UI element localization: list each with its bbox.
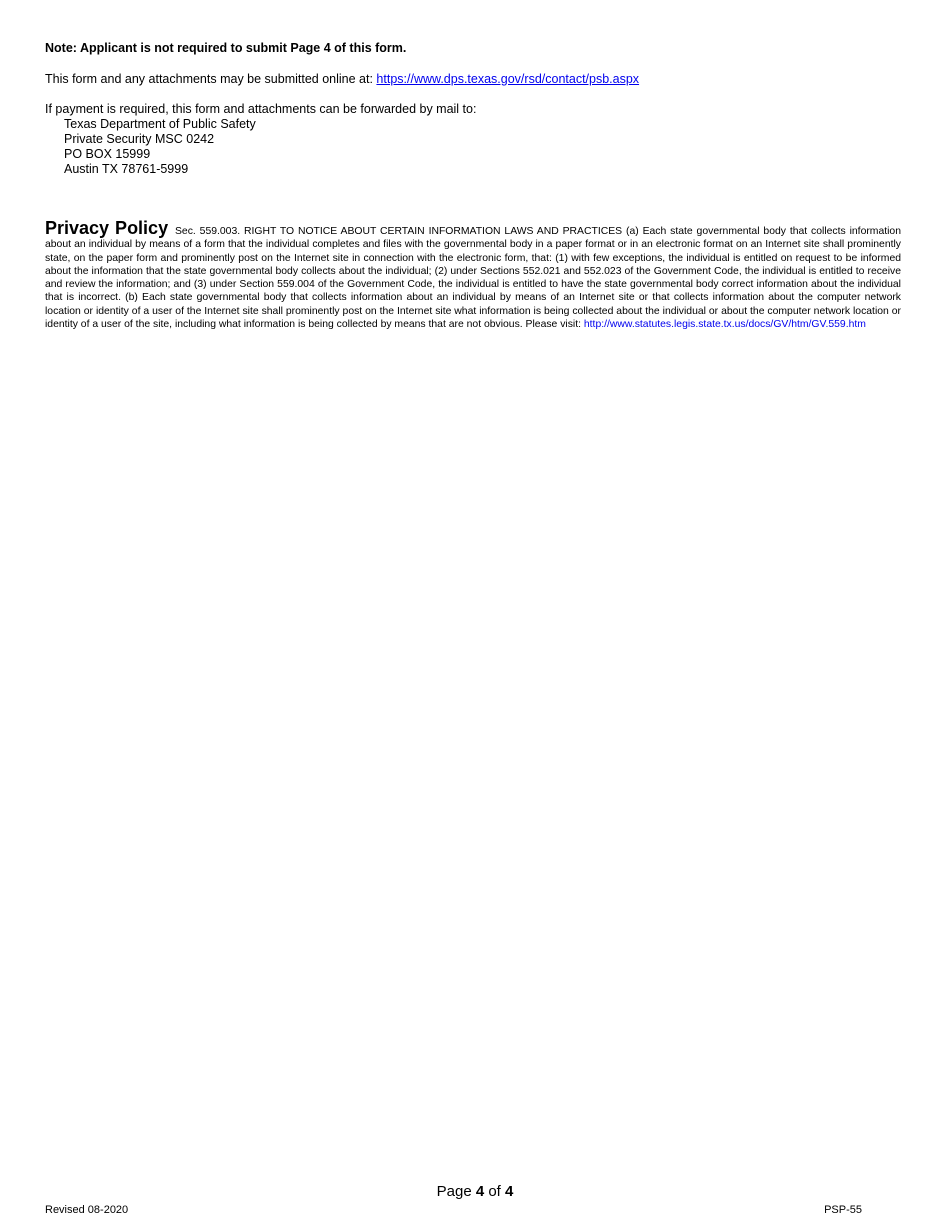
statute-link[interactable]: http://www.statutes.legis.state.tx.us/docs/GV/htm/GV.559.htm — [583, 319, 866, 331]
mailing-address — [64, 117, 256, 177]
page-prefix: Page — [436, 1183, 476, 1200]
page-of: of — [484, 1183, 506, 1200]
mail-instructions: If payment is required, this form and attachments can be forwarded by mail to: — [45, 102, 477, 116]
form-code: PSP-55 — [824, 1204, 862, 1216]
address-line-agency: Texas Department of Public Safety — [64, 117, 256, 131]
page-current: 4 — [475, 1183, 485, 1200]
privacy-policy-body: Sec. 559.003. RIGHT TO NOTICE ABOUT CERTAIN INFORMATION LAWS AND PRACTICES (a) Each state governmental body that collects information about an individual by means of a form that the individual completes and files with the governmental body in a paper format or in an electronic format on an Internet site shall prominently state, on the paper form and prominently post on the Internet site in connection with the electronic form, that: (1) with few exceptions, the individual is entitled on request to be informed about the information that the state governmental body collects about the individual; (2) under Sections 552.021 and 552.023 of the Government Code, the individual is entitled to receive and review the information; and (3) under Section 559.004 of the Government Code, the individual is entitled to have the state governmental body correct information about the individual that is incorrect. (b) Each state governmental body that collects information about an individual by means of an Internet site or that collects information about the computer network location or identity of a user of the Internet site shall prominently post on the Internet site what information is being collected about the individual or about the computer network location or identity of a user of the site, including what information is being collected by means that are not obvious. Please visit: — [45, 226, 901, 331]
online-submission-line — [45, 72, 639, 86]
page-total: 4 — [505, 1183, 514, 1200]
privacy-policy-section — [45, 218, 901, 331]
address-line-city: Austin TX 78761-5999 — [64, 162, 189, 176]
page-number — [0, 1183, 950, 1200]
online-submission-text: This form and any attachments may be submitted online at: — [45, 72, 377, 86]
online-submission-link[interactable]: https://www.dps.texas.gov/rsd/contact/psb.aspx — [376, 72, 640, 86]
submission-note: Note: Applicant is not required to submit Page 4 of this form. — [45, 41, 407, 55]
address-line-department: Private Security MSC 0242 — [64, 132, 215, 146]
address-line-po-box: PO BOX 15999 — [64, 147, 151, 161]
revision-date: Revised 08-2020 — [45, 1204, 129, 1216]
privacy-policy-title: Privacy Policy — [45, 218, 169, 238]
